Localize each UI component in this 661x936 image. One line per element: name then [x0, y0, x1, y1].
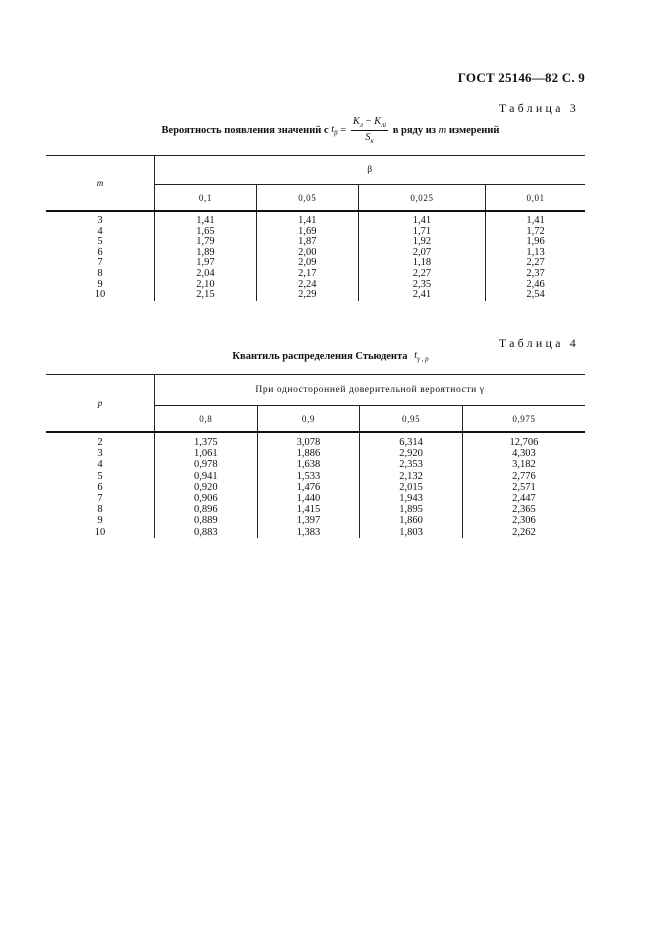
table-cell: 1,375	[155, 437, 258, 448]
table3-title-fraction: $\frac{K_л - K_{лi}}{S_к}$	[352, 116, 387, 146]
table-cell: 0,978	[155, 459, 258, 470]
row-key: 3	[46, 216, 155, 227]
table3-col-header: 0,025	[358, 185, 486, 212]
table-row	[46, 515, 585, 526]
row-key: 9	[46, 280, 155, 291]
table-cell: 2,015	[360, 482, 463, 493]
table-cell: 1,803	[360, 527, 463, 538]
table4-caption: Таблица 4	[498, 336, 579, 350]
table-row	[46, 482, 585, 493]
table-cell: 1,638	[257, 459, 360, 470]
table-cell: 0,941	[155, 471, 258, 482]
table3-title-end: измерений	[448, 125, 500, 137]
table4-col-header: 0,8	[155, 406, 258, 433]
row-key: 2	[46, 437, 155, 448]
table-row	[46, 471, 585, 482]
table-row	[46, 290, 585, 301]
table-cell: 2,24	[256, 280, 358, 291]
table-cell: 12,706	[509, 437, 539, 448]
table-cell: 1,476	[257, 482, 360, 493]
table-row	[46, 527, 585, 538]
running-head: ГОСТ 25146—82 С. 9	[457, 70, 585, 85]
table-row	[46, 437, 585, 448]
table-cell: 2,920	[360, 448, 463, 459]
table-cell: 1,71	[358, 227, 486, 238]
table-cell: 1,41	[155, 216, 257, 227]
table-cell: 1,41	[256, 216, 358, 227]
table-cell: 2,571	[512, 481, 536, 493]
table3-group-header: β	[367, 165, 373, 175]
table-row	[46, 459, 585, 470]
table-cell: 2,17	[256, 269, 358, 280]
row-key: 5	[46, 237, 155, 248]
table-cell: 4,303	[512, 448, 536, 460]
row-key: 9	[46, 515, 155, 526]
table4-group-header: При односторонней доверительной вероятности γ	[255, 385, 485, 395]
table-cell: 2,37	[526, 267, 545, 279]
table-cell: 2,306	[512, 515, 536, 527]
table-cell: 1,87	[256, 237, 358, 248]
table-cell: 1,79	[155, 237, 257, 248]
table-cell: 1,886	[257, 448, 360, 459]
table-cell: 1,860	[360, 515, 463, 526]
row-key: 8	[46, 269, 155, 280]
table3-stub-header: m	[46, 156, 155, 212]
table-cell: 1,533	[257, 471, 360, 482]
table4-col-header: 0,975	[462, 406, 585, 433]
table3-title-prefix: Вероятность появления значений с	[161, 125, 329, 137]
table-cell: 1,96	[526, 236, 545, 248]
table3-col-header: 0,01	[486, 185, 585, 212]
table-cell: 1,895	[360, 504, 463, 515]
table-cell: 1,440	[257, 493, 360, 504]
table-cell: 2,29	[256, 290, 358, 301]
row-key: 4	[46, 459, 155, 470]
table-cell: 2,15	[155, 290, 257, 301]
table3-title-eq: =	[340, 125, 347, 137]
table-cell: 2,46	[526, 278, 545, 290]
table-cell: 1,13	[526, 246, 545, 258]
table-cell: 0,889	[155, 515, 258, 526]
table4-title-prefix: Квантиль распределения Стьюдента	[232, 351, 408, 363]
table-row	[46, 493, 585, 504]
table-cell: 6,314	[360, 437, 463, 448]
table-cell: 1,415	[257, 504, 360, 515]
table-cell: 2,35	[358, 280, 486, 291]
table-cell: 1,72	[526, 225, 545, 237]
row-key: 5	[46, 471, 155, 482]
table-cell: 0,920	[155, 482, 258, 493]
table-row	[46, 504, 585, 515]
table4-title-var: $t_{\gamma , p}$	[414, 350, 429, 364]
table-cell: 2,262	[512, 526, 536, 538]
table-cell: 1,89	[155, 248, 257, 259]
table-cell: 0,906	[155, 493, 258, 504]
table4-col-header: 0,9	[257, 406, 360, 433]
table-cell: 2,41	[358, 290, 486, 301]
row-key: 8	[46, 504, 155, 515]
table-cell: 2,00	[256, 248, 358, 259]
row-key: 3	[46, 448, 155, 459]
table-cell: 2,54	[526, 289, 545, 301]
table4-col-header: 0,95	[360, 406, 463, 433]
table-cell: 0,896	[155, 504, 258, 515]
table-cell: 1,69	[256, 227, 358, 238]
table-cell: 2,10	[155, 280, 257, 291]
table-cell: 1,383	[257, 527, 360, 538]
table3-col-header: 0,05	[256, 185, 358, 212]
table3-title	[0, 116, 661, 145]
table4-title	[0, 350, 661, 363]
table-cell: 2,07	[358, 248, 486, 259]
row-key: 7	[46, 258, 155, 269]
table4	[46, 374, 585, 538]
row-key: 7	[46, 493, 155, 504]
table-cell: 2,132	[360, 471, 463, 482]
row-key: 10	[46, 527, 155, 538]
table4-stub-header: p	[46, 375, 155, 433]
table-cell: 1,41	[358, 216, 486, 227]
table-cell: 2,447	[512, 493, 536, 505]
table-cell: 2,27	[358, 269, 486, 280]
table-cell: 1,65	[155, 227, 257, 238]
table-cell: 2,365	[512, 504, 536, 516]
table-cell: 2,776	[512, 470, 536, 482]
table-cell: 0,883	[155, 527, 258, 538]
table-cell: 3,182	[512, 459, 536, 471]
table-cell: 1,943	[360, 493, 463, 504]
table-cell: 2,04	[155, 269, 257, 280]
table-cell: 2,353	[360, 459, 463, 470]
table-row	[46, 448, 585, 459]
table-cell: 1,97	[155, 258, 257, 269]
table-cell: 1,18	[358, 258, 486, 269]
table-row	[46, 216, 585, 227]
table3-col-header: 0,1	[155, 185, 257, 212]
table3-title-suffix: в ряду из	[392, 125, 437, 137]
table3	[46, 155, 585, 301]
table3-title-var: $t_\beta$	[331, 124, 338, 138]
table-row	[46, 269, 585, 280]
table-cell: 1,41	[526, 215, 545, 226]
row-key: 10	[46, 290, 155, 301]
table-cell: 3,078	[257, 437, 360, 448]
table-cell: 1,92	[358, 237, 486, 248]
table-cell: 1,397	[257, 515, 360, 526]
row-key: 6	[46, 482, 155, 493]
table-cell: 2,27	[526, 257, 545, 269]
row-key: 4	[46, 227, 155, 238]
table3-caption: Таблица 3	[498, 101, 579, 115]
table3-title-m: m	[438, 125, 447, 137]
row-key: 6	[46, 248, 155, 259]
table-cell: 1,061	[155, 448, 258, 459]
table-cell: 2,09	[256, 258, 358, 269]
